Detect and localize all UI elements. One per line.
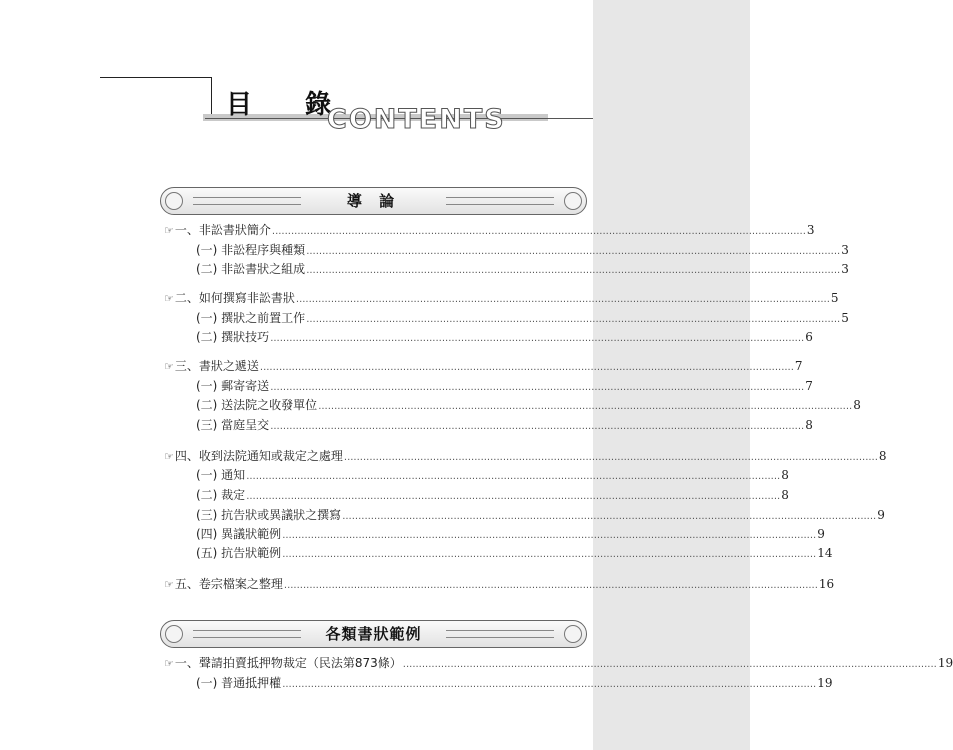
- toc-entry-label: 三、書狀之遞送: [174, 359, 259, 373]
- title-english: CONTENTS: [327, 104, 506, 135]
- toc-entry[interactable]: [164, 357, 803, 375]
- toc-entry-label: (一) 郵寄寄送: [196, 379, 270, 393]
- leader-dots: ........................................................................................................................................................................: [306, 265, 841, 276]
- toc-entry-label: 四、收到法院通知或裁定之處理: [174, 449, 343, 463]
- leader-dots: ........................................................................................................................................................................: [282, 530, 817, 541]
- toc-entry-label: (二) 送法院之收發單位: [196, 398, 318, 412]
- toc-entry[interactable]: [164, 289, 839, 307]
- toc-entry-label: (一) 非訟程序與種類: [196, 243, 306, 257]
- leader-dots: ........................................................................................................................................................................: [270, 421, 805, 432]
- leader-dots: ........................................................................................................................................................................: [343, 452, 878, 463]
- title-vertical-rule: [211, 77, 212, 118]
- toc-entry-label: (四) 異議狀範例: [196, 527, 282, 541]
- toc-entry[interactable]: [196, 544, 833, 562]
- toc-entry-page: 19: [937, 656, 953, 670]
- toc-entry-page: 3: [806, 223, 815, 237]
- toc-entry[interactable]: [164, 654, 953, 672]
- toc-entry-label: (一) 撰狀之前置工作: [196, 311, 306, 325]
- toc-entry-page: 7: [805, 379, 813, 393]
- toc-entry-page: 8: [781, 488, 789, 502]
- toc-entry-label: (二) 撰狀技巧: [196, 330, 270, 344]
- toc-entry[interactable]: [196, 416, 813, 434]
- leader-dots: ........................................................................................................................................................................: [282, 679, 817, 690]
- toc-entry-page: 19: [817, 676, 833, 690]
- leader-dots: ........................................................................................................................................................................: [342, 511, 877, 522]
- toc-entry[interactable]: [196, 328, 813, 346]
- toc-entry-label: (五) 抗告狀範例: [196, 546, 282, 560]
- section-title: 導 論: [346, 192, 401, 210]
- section-banner: [160, 187, 587, 215]
- pointing-hand-icon: ☞: [164, 360, 174, 373]
- banner-circle-icon: [564, 625, 582, 643]
- leader-dots: ........................................................................................................................................................................: [306, 246, 841, 257]
- toc-entry-label: 一、非訟書狀簡介: [174, 223, 271, 237]
- pointing-hand-icon: ☞: [164, 657, 174, 670]
- toc-entry[interactable]: [196, 396, 861, 414]
- toc-entry-page: 7: [794, 359, 803, 373]
- toc-entry-label: (一) 普通抵押權: [196, 676, 282, 690]
- leader-dots: ........................................................................................................................................................................: [270, 382, 805, 393]
- toc-entry-label: 一、聲請拍賣抵押物裁定（民法第873條）: [174, 656, 402, 670]
- toc-entry-label: (三) 當庭呈交: [196, 418, 270, 432]
- toc-entry-page: 9: [817, 527, 825, 541]
- leader-dots: ........................................................................................................................................................................: [270, 333, 805, 344]
- toc-entry-label: 二、如何撰寫非訟書狀: [174, 291, 295, 305]
- toc-entry-page: 14: [817, 546, 833, 560]
- toc-entry-page: 16: [818, 577, 835, 591]
- toc-entry[interactable]: [164, 575, 835, 593]
- toc-entry[interactable]: [164, 447, 887, 465]
- toc-entry[interactable]: [196, 466, 789, 484]
- toc-entry[interactable]: [196, 377, 813, 395]
- toc-entry[interactable]: [196, 486, 789, 504]
- toc-entry[interactable]: [196, 309, 849, 327]
- pointing-hand-icon: ☞: [164, 292, 174, 305]
- leader-dots: ........................................................................................................................................................................: [295, 294, 830, 305]
- title-top-rule: [100, 77, 212, 78]
- page-title: 目 錄: [226, 90, 354, 120]
- toc-entry-page: 9: [877, 508, 885, 522]
- toc-entry[interactable]: [196, 506, 885, 524]
- leader-dots: ........................................................................................................................................................................: [246, 471, 781, 482]
- toc-entry-label: (一) 通知: [196, 468, 246, 482]
- leader-dots: ........................................................................................................................................................................: [246, 491, 781, 502]
- leader-dots: ........................................................................................................................................................................: [271, 226, 806, 237]
- toc-entry-page: 3: [841, 243, 849, 257]
- banner-deco-line: [446, 197, 554, 205]
- toc-entry-page: 8: [805, 418, 813, 432]
- pointing-hand-icon: ☞: [164, 578, 174, 591]
- banner-deco-line: [446, 630, 554, 638]
- toc-entry-label: 五、卷宗檔案之整理: [174, 577, 283, 591]
- toc-entry[interactable]: [196, 241, 849, 259]
- leader-dots: ........................................................................................................................................................................: [306, 314, 841, 325]
- toc-entry-label: (二) 裁定: [196, 488, 246, 502]
- toc-entry-page: 8: [878, 449, 887, 463]
- toc-entry-page: 5: [830, 291, 839, 305]
- toc-entry-label: (二) 非訟書狀之組成: [196, 262, 306, 276]
- section-title: 各類書狀範例: [325, 625, 422, 643]
- toc-entry-page: 8: [853, 398, 861, 412]
- toc-entry[interactable]: [164, 221, 815, 239]
- pointing-hand-icon: ☞: [164, 224, 174, 237]
- toc-entry-page: 3: [841, 262, 849, 276]
- leader-dots: ........................................................................................................................................................................: [282, 549, 817, 560]
- toc-entry-page: 6: [805, 330, 813, 344]
- banner-circle-icon: [564, 192, 582, 210]
- section-banner: [160, 620, 587, 648]
- pointing-hand-icon: ☞: [164, 450, 174, 463]
- leader-dots: ........................................................................................................................................................................: [283, 580, 818, 591]
- toc-entry-page: 8: [781, 468, 789, 482]
- leader-dots: ........................................................................................................................................................................: [259, 362, 794, 373]
- toc-entry[interactable]: [196, 525, 825, 543]
- toc-entry[interactable]: [196, 260, 849, 278]
- leader-dots: ........................................................................................................................................................................: [318, 401, 853, 412]
- leader-dots: ........................................................................................................................................................................: [402, 659, 937, 670]
- toc-entry[interactable]: [196, 674, 833, 692]
- toc-entry-page: 5: [841, 311, 849, 325]
- toc-entry-label: (三) 抗告狀或異議狀之撰寫: [196, 508, 342, 522]
